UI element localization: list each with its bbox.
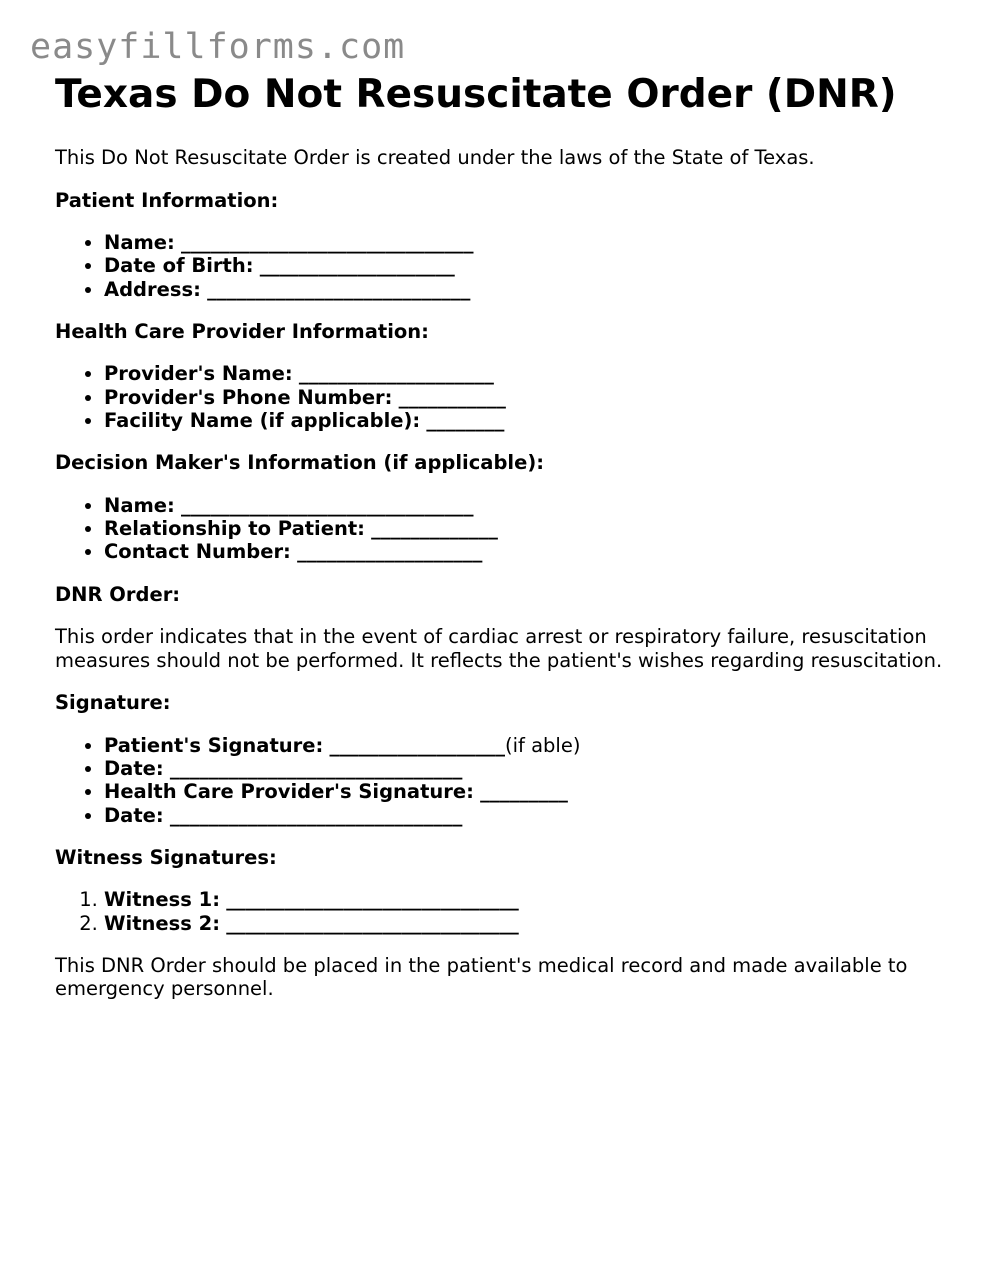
field-label: Witness 1: — [104, 888, 220, 912]
form-field-item — [104, 386, 955, 409]
field-note: (if able) — [505, 733, 581, 757]
field-label: Date: — [104, 803, 164, 827]
provider-info-list — [55, 362, 955, 432]
fill-in-blank[interactable]: ______________________________ — [226, 888, 519, 912]
field-label: Relationship to Patient: — [104, 517, 365, 541]
field-label: Contact Number: — [104, 540, 291, 564]
field-label: Health Care Provider's Signature: — [104, 780, 474, 804]
field-label: Address: — [104, 277, 201, 301]
field-label: Patient's Signature: — [104, 733, 324, 757]
signature-list — [55, 734, 955, 827]
dnr-order-text: This order indicates that in the event of cardiac arrest or respiratory failure, resuscitation measures should not be performed. It reflects the patient's wishes regarding resuscitation. — [55, 625, 943, 672]
patient-info-heading: Patient Information: — [55, 188, 279, 212]
closing-text: This DNR Order should be placed in the patient's medical record and made available to emergency personnel. — [55, 953, 908, 1001]
patient-info-list — [55, 231, 955, 301]
field-label: Name: — [104, 231, 175, 254]
watermark-logo: easyfillforms.com — [30, 27, 406, 67]
dnr-order-heading: DNR Order: — [55, 582, 181, 606]
form-field-item — [104, 494, 955, 517]
witness-list — [55, 888, 955, 935]
fill-in-blank[interactable]: ____________________ — [259, 254, 455, 278]
fill-in-blank[interactable]: ______________________________ — [169, 803, 463, 827]
intro-text: This Do Not Resuscitate Order is created under the laws of the State of Texas. — [55, 146, 815, 169]
fill-in-blank[interactable]: ________ — [426, 408, 505, 432]
form-field-item — [104, 254, 955, 277]
field-label: Date of Birth: — [104, 254, 254, 278]
form-field-item — [104, 804, 955, 827]
fill-in-blank[interactable]: ___________________________ — [207, 277, 471, 301]
form-field-item — [104, 540, 955, 563]
fill-in-blank[interactable]: ______________________________ — [169, 756, 463, 780]
document-page — [55, 70, 955, 1001]
form-field-item — [104, 278, 955, 301]
field-label: Name: — [104, 493, 175, 517]
field-label: Facility Name (if applicable): — [104, 408, 421, 432]
fill-in-blank[interactable]: ____________________ — [298, 362, 494, 386]
provider-info-heading: Health Care Provider Information: — [55, 319, 429, 343]
fill-in-blank[interactable]: __________________ — [329, 733, 506, 757]
form-field-item — [104, 888, 955, 911]
decision-maker-list — [55, 494, 955, 564]
form-field-item — [104, 231, 955, 254]
form-field-item — [104, 734, 955, 757]
form-field-item — [104, 517, 955, 540]
field-label: Provider's Phone Number: — [104, 385, 393, 409]
form-field-item — [104, 912, 955, 935]
fill-in-blank[interactable]: ______________________________ — [226, 911, 519, 935]
fill-in-blank[interactable]: ______________________________ — [181, 231, 474, 254]
fill-in-blank[interactable]: _____________ — [371, 517, 498, 541]
form-field-item — [104, 362, 955, 385]
field-label: Witness 2: — [104, 911, 220, 935]
signature-heading: Signature: — [55, 691, 171, 715]
form-field-item — [104, 757, 955, 780]
witness-heading: Witness Signatures: — [55, 845, 277, 869]
fill-in-blank[interactable]: ___________ — [398, 385, 506, 409]
fill-in-blank[interactable]: ______________________________ — [181, 493, 474, 517]
form-field-item — [104, 409, 955, 432]
form-field-item — [104, 780, 955, 803]
decision-maker-heading: Decision Maker's Information (if applicable): — [55, 451, 545, 475]
fill-in-blank[interactable]: ___________________ — [297, 540, 483, 564]
document-title: Texas Do Not Resuscitate Order (DNR) — [55, 72, 897, 117]
fill-in-blank[interactable]: _________ — [480, 780, 568, 804]
field-label: Date: — [104, 756, 164, 780]
field-label: Provider's Name: — [104, 362, 293, 386]
